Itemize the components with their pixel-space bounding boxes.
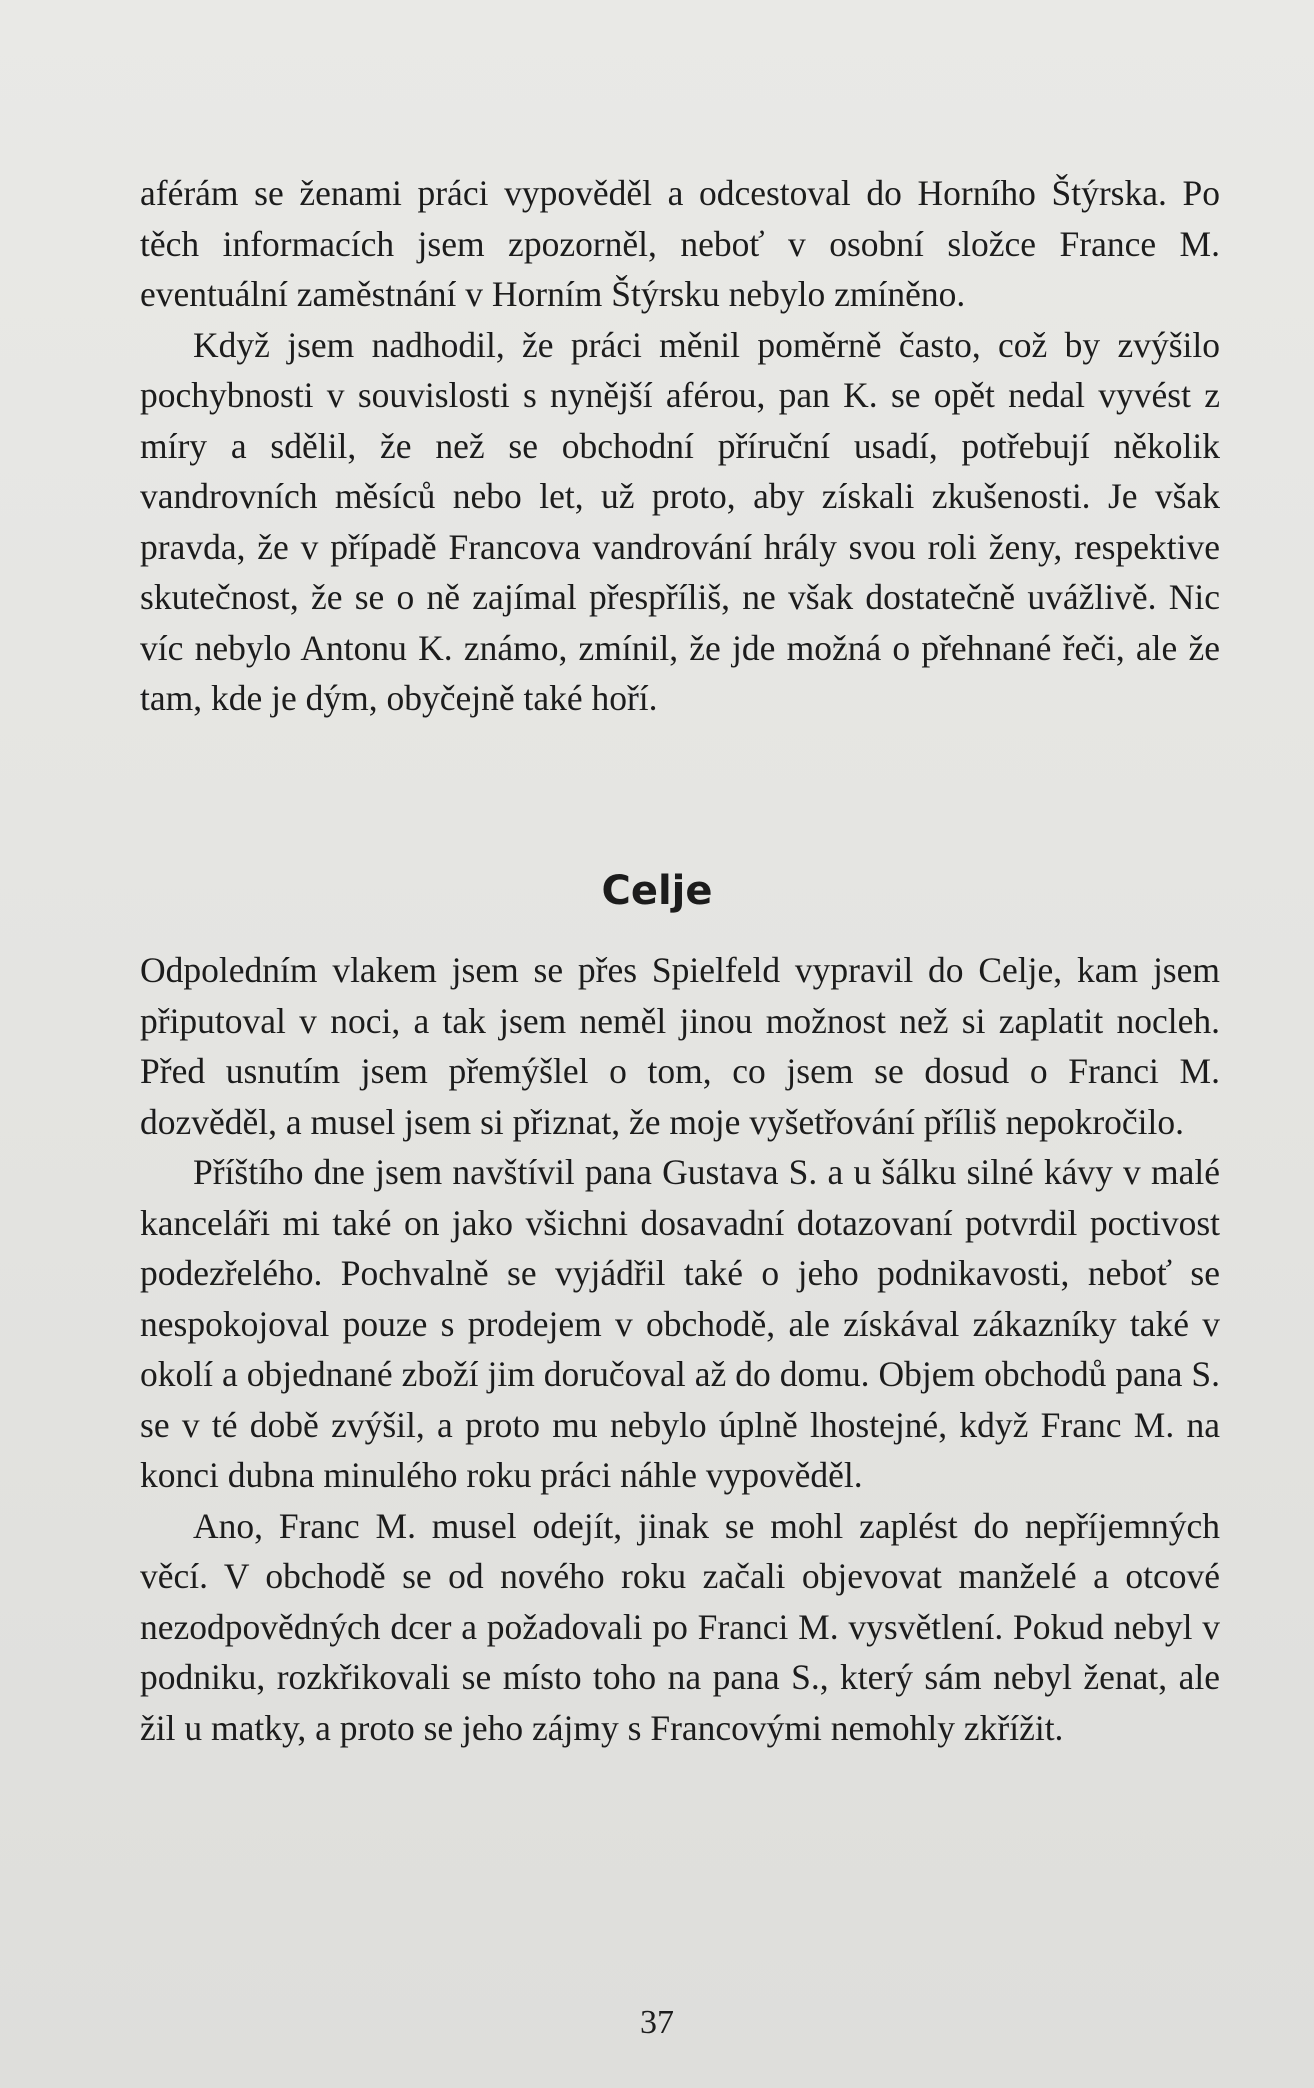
section-heading: Celje [601,868,713,914]
paragraph-continued: aférám se ženami práci vypověděl a odcestoval do Horního Štýrska. Po těch informacích jsem zpozorněl, neboť v osobní složce France M. eventuální zaměstnání v Horním Štýrsku nebylo zmíněno. [140,173,1220,314]
text-block-top [140,168,1220,724]
paragraph: Ano, Franc M. musel odejít, jinak se mohl zaplést do nepříjemných věcí. V obchodě se od nového roku začali objevovat manželé a otcové nezodpovědných dcer a požadovali po Franci M. vysvětlení. Pokud nebyl v podniku, rozkřikovali se místo toho na pana S., který sám nebyl ženat, ale žil u matky, a proto se jeho zájmy s Francovými nemohly zkřížit. [140,1505,1220,1748]
paragraph: Příštího dne jsem navštívil pana Gustava S. a u šálku silné kávy v malé kanceláři mi také on jako všichni dosavadní dotazovaní potvrdil poctivost podezřelého. Pochvalně se vyjádřil také o jeho podnikavosti, neboť se nespokojoval pouze s prodejem v obchodě, ale získával zákazníky také v okolí a objednané zboží jim doručoval až do domu. Objem obchodů pana S. se v té době zvýšil, a proto mu nebylo úplně lhostejné, když Franc M. na konci dubna minulého roku práci náhle vypověděl. [140,1152,1220,1495]
paragraph: Když jsem nadhodil, že práci měnil poměrně často, což by zvýšilo pochybnosti v souvislosti s nynější aférou, pan K. se opět nedal vyvést z míry a sdělil, že než se obchodní příruční usadí, potřebují několik vandrovních měsíců nebo let, už proto, aby získali zkušenosti. Je však pravda, že v případě Francova vandrování hrály svou roli ženy, respektive skutečnost, že se o ně zajímal přespříliš, ne však dostatečně uvážlivě. Nic víc nebylo Antonu K. známo, zmínil, že jde možná o přehnané řeči, ale že tam, kde je dým, obyčejně také hoří. [140,324,1220,718]
page-number: 37 [640,2004,674,2041]
paragraph: Odpoledním vlakem jsem se přes Spielfeld vypravil do Celje, kam jsem připutoval v noci, a tak jsem neměl jinou možnost než si zaplatit nocleh. Před usnutím jsem přemýšlel o tom, co jsem se dosud o Franci M. dozvěděl, a musel jsem si přiznat, že moje vyšetřování příliš nepokročilo. [140,950,1220,1142]
text-block-section [140,945,1220,1753]
